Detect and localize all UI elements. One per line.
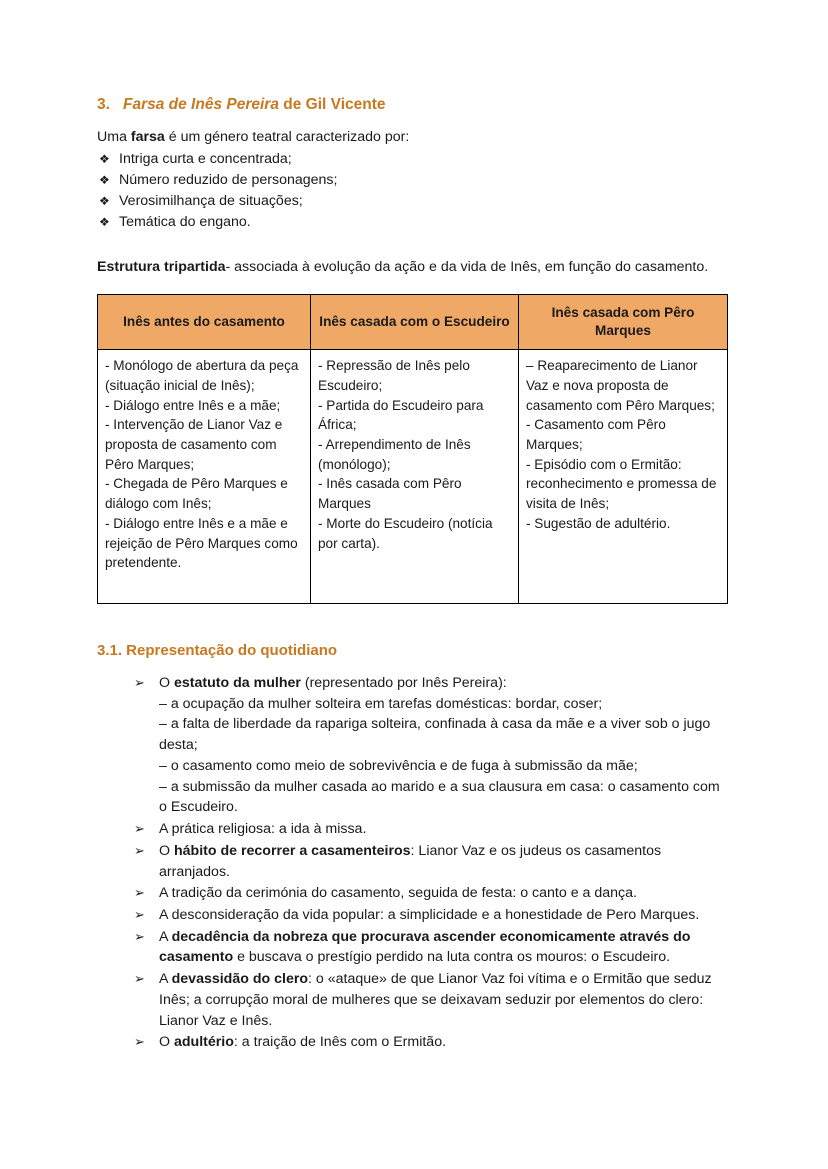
table-header-cell-2: Inês casada com o Escudeiro bbox=[311, 295, 519, 350]
list-item bbox=[134, 673, 731, 818]
list-item-suffix: : a traição de Inês com o Ermitão. bbox=[233, 1034, 447, 1051]
cell-line: - Intervenção de Lianor Vaz e proposta de casamento com Pêro Marques; bbox=[105, 417, 283, 472]
list-item-prefix: A bbox=[159, 971, 172, 988]
arrow-bullet-icon: ➢ bbox=[134, 971, 145, 987]
diamond-bullet-icon: ❖ bbox=[99, 172, 110, 187]
cell-line: - Repressão de Inês pelo Escudeiro; bbox=[318, 358, 470, 393]
list-item-suffix: : Lianor Vaz e os judeus os casamentos arranjados. bbox=[159, 842, 662, 880]
intro-lead-before: Uma bbox=[97, 129, 131, 146]
intro-lead-after: é um género teatral caracterizado por: bbox=[164, 129, 410, 146]
list-item-prefix: A desconsideração da vida popular: a simplicidade e a honestidade de Pero Marques. bbox=[159, 907, 700, 924]
cell-line: - Inês casada com Pêro Marques bbox=[318, 476, 462, 512]
table-header-row bbox=[98, 295, 728, 350]
intro-lead bbox=[97, 127, 731, 147]
arrow-bullet-icon: ➢ bbox=[134, 674, 145, 690]
list-item bbox=[134, 969, 731, 1031]
document-content bbox=[97, 95, 731, 1054]
cell-line: - Chegada de Pêro Marques e diálogo com Inês; bbox=[105, 476, 288, 512]
list-item bbox=[97, 149, 731, 170]
list-item-prefix: A tradição da cerimónia do casamento, seguida de festa: o canto e a dança. bbox=[159, 885, 637, 902]
list-item-suffix: : o «ataque» de que Lianor Vaz foi vítima e o Ermitão que seduz Inês; a corrupção moral de mulheres que se deixavam seduzir por elementos do clero: Lianor Vaz e Inês. bbox=[159, 971, 712, 1029]
heading-work-title: Farsa de Inês Pereira bbox=[123, 96, 279, 113]
cell-line: – Reaparecimento de Lianor Vaz e nova proposta de casamento com Pêro Marques; bbox=[526, 358, 715, 413]
cell-line: - Monólogo de abertura da peça (situação inicial de Inês); bbox=[105, 358, 299, 393]
cell-line: - Sugestão de adultério. bbox=[526, 515, 671, 531]
sub-list-item: – o casamento como meio de sobrevivência e de fuga à submissão da mãe; bbox=[159, 757, 638, 774]
estrutura-tripartida-table bbox=[97, 294, 728, 604]
list-item bbox=[134, 819, 731, 840]
list-item-prefix: A bbox=[159, 928, 172, 945]
list-item-prefix: A prática religiosa: a ida à missa. bbox=[159, 821, 367, 838]
arrow-bullet-icon: ➢ bbox=[134, 885, 145, 901]
table-header-cell-1: Inês antes do casamento bbox=[98, 295, 311, 350]
table-cell-col1 bbox=[98, 350, 311, 604]
cell-line: - Episódio com o Ermitão: reconhecimento e promessa de visita de Inês; bbox=[526, 456, 717, 512]
list-item-bold: hábito de recorrer a casamenteiros bbox=[173, 842, 411, 859]
list-item-bold: adultério bbox=[173, 1034, 234, 1051]
table-cell-col2 bbox=[311, 350, 519, 604]
list-item-suffix: (representado por Inês Pereira): bbox=[300, 674, 507, 691]
cell-line: - Partida do Escudeiro para África; bbox=[318, 397, 484, 433]
cell-line: - Casamento com Pêro Marques; bbox=[526, 417, 666, 452]
intro-lead-bold: farsa bbox=[130, 129, 165, 146]
diamond-bullet-icon: ❖ bbox=[99, 151, 110, 166]
list-item bbox=[97, 191, 731, 212]
list-item bbox=[134, 841, 731, 882]
cell-line: - Morte do Escudeiro (notícia por carta). bbox=[318, 515, 493, 551]
estrutura-tripartida-text: - associada à evolução da ação e da vida de Inês, em função do casamento. bbox=[225, 258, 709, 275]
estrutura-tripartida-label: Estrutura tripartida bbox=[97, 258, 226, 275]
quotidiano-list bbox=[97, 673, 731, 1053]
list-item bbox=[134, 1032, 731, 1053]
table-row bbox=[98, 350, 728, 604]
sub-list-item: – a falta de liberdade da rapariga solteira, confinada à casa da mãe e a viver sob o jugo desta; bbox=[159, 716, 711, 754]
list-item bbox=[134, 883, 731, 904]
list-item bbox=[97, 212, 731, 233]
list-item-bold: estatuto da mulher bbox=[173, 674, 301, 691]
table-cell-col3 bbox=[519, 350, 728, 604]
list-item-prefix: O bbox=[159, 674, 174, 691]
page-title bbox=[97, 95, 731, 114]
cell-line: - Arrependimento de Inês (monólogo); bbox=[318, 437, 471, 472]
list-item-label: Número reduzido de personagens; bbox=[119, 171, 338, 188]
arrow-bullet-icon: ➢ bbox=[134, 928, 145, 944]
arrow-bullet-icon: ➢ bbox=[134, 1034, 145, 1050]
heading-author: de Gil Vicente bbox=[278, 96, 386, 113]
list-item bbox=[97, 170, 731, 191]
list-item bbox=[134, 905, 731, 926]
sub-list-item: – a ocupação da mulher solteira em tarefas domésticas: bordar, coser; bbox=[159, 695, 603, 712]
list-item-suffix: e buscava o prestígio perdido na luta contra os mouros: o Escudeiro. bbox=[233, 949, 671, 966]
diamond-bullet-icon: ❖ bbox=[99, 214, 110, 229]
list-item-label: Verosimilhança de situações; bbox=[119, 192, 303, 209]
list-item-prefix: O bbox=[159, 1034, 174, 1051]
diamond-bullet-icon: ❖ bbox=[99, 193, 110, 208]
sub-list-item: – a submissão da mulher casada ao marido e a sua clausura em casa: o casamento com o Escudeiro. bbox=[159, 778, 720, 816]
estrutura-tripartida-paragraph bbox=[97, 257, 731, 277]
spacer bbox=[97, 618, 731, 642]
spacer bbox=[97, 604, 731, 618]
list-item-label: Intriga curta e concentrada; bbox=[119, 150, 292, 167]
section-title-3-1: 3.1. Representação do quotidiano bbox=[97, 642, 338, 660]
list-item-label: Temática do engano. bbox=[119, 213, 251, 230]
cell-line: - Diálogo entre Inês e a mãe e rejeição de Pêro Marques como pretendente. bbox=[105, 515, 298, 571]
list-item-bold: devassidão do clero bbox=[171, 971, 309, 988]
arrow-bullet-icon: ➢ bbox=[134, 907, 145, 923]
arrow-bullet-icon: ➢ bbox=[134, 821, 145, 837]
farsa-characteristics-list bbox=[97, 149, 731, 233]
list-item bbox=[134, 927, 731, 968]
arrow-bullet-icon: ➢ bbox=[134, 842, 145, 858]
list-item-bold: decadência da nobreza que procurava ascender economicamente através do casamento bbox=[159, 928, 691, 966]
list-item-prefix: O bbox=[159, 842, 174, 859]
table-header-cell-3: Inês casada com Pêro Marques bbox=[519, 295, 728, 350]
cell-line: - Diálogo entre Inês e a mãe; bbox=[105, 397, 281, 413]
spacer bbox=[97, 233, 731, 257]
heading-number: 3. bbox=[97, 96, 110, 113]
